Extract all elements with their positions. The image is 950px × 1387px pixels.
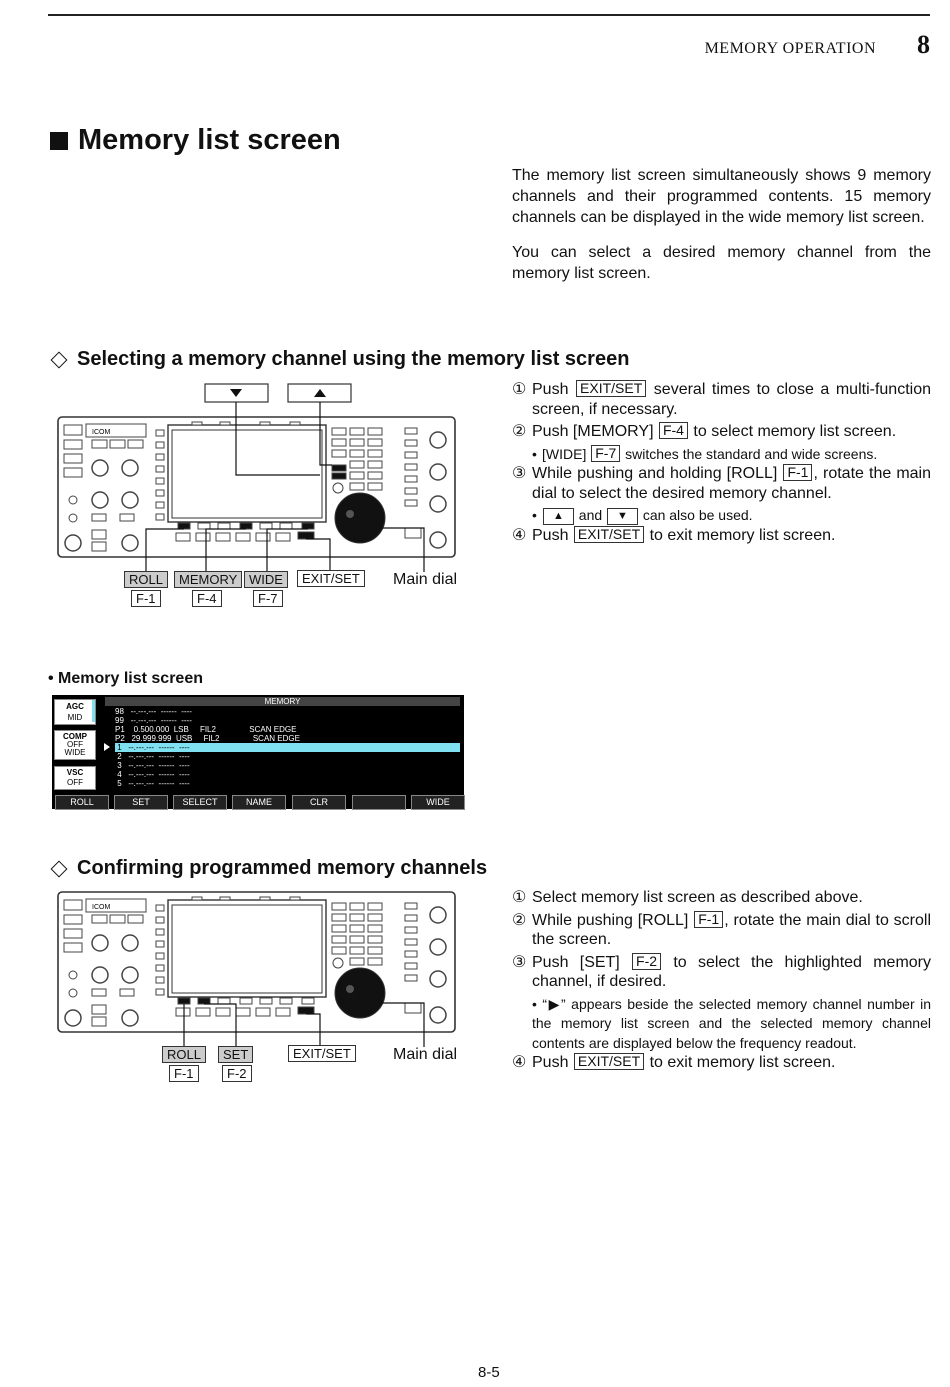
intro-paragraph: You can select a desired memory channel from the memory list screen.	[512, 244, 931, 282]
exit-set-key: EXIT/SET	[574, 1053, 644, 1070]
roll-softkey: ROLL	[55, 795, 109, 810]
memory-row: P2 29.999.999 USB FIL2 SCAN EDGE	[115, 734, 300, 743]
selected-channel-marker-icon	[104, 743, 110, 751]
memory-row: 4 --.---.--- ------ ----	[115, 770, 190, 779]
section1-steps	[512, 380, 931, 548]
memory-row: 5 --.---.--- ------ ----	[115, 779, 190, 788]
f7-key: F-7	[253, 590, 283, 607]
step: ① Push EXIT/SET several times to close a multi-function screen, if necessary.	[512, 380, 932, 418]
set-key: SET	[218, 1046, 253, 1063]
memory-list-title: MEMORY	[105, 697, 460, 706]
exit-set-key: EXIT/SET	[288, 1045, 356, 1062]
intro-paragraph: The memory list screen simultaneously shows 9 memory channels and their programmed contents. 15 memory channels can be displayed in the wide memory list screen.	[512, 167, 931, 226]
header-chapter: 8	[917, 30, 930, 59]
set-softkey: SET	[114, 795, 168, 810]
step: ② Push [MEMORY] F-4 to select memory list screen.	[512, 422, 897, 440]
clr-softkey: CLR	[292, 795, 346, 810]
exit-set-key: EXIT/SET	[576, 380, 646, 397]
step: ④ Push EXIT/SET to exit memory list screen.	[512, 1053, 836, 1071]
step-note: • “▶” appears beside the selected memory channel number in the memory list screen and the selected memory channel contents are displayed below the frequency readout.	[532, 995, 931, 1051]
diamond-icon	[51, 351, 68, 368]
f7-key: F-7	[591, 445, 620, 462]
f4-key: F-4	[192, 590, 222, 607]
radio-front-panel-icon	[50, 882, 470, 1062]
memory-row-selected: 1 --.---.--- ------ ----	[115, 743, 460, 752]
f2-key: F-2	[222, 1065, 252, 1082]
agc-indicator: AGC MID	[54, 699, 96, 725]
step-note: • ▲ and ▼ can also be used.	[532, 507, 753, 523]
header-rule	[48, 14, 930, 16]
step: ③ Push [SET] F-2 to select the highlighted memory channel, if desired.	[512, 952, 932, 990]
f1-key: F-1	[694, 911, 723, 928]
select-softkey: SELECT	[173, 795, 227, 810]
diamond-icon	[51, 860, 68, 877]
vsc-indicator: VSC OFF	[54, 766, 96, 790]
f1-key: F-1	[783, 464, 812, 481]
section2-steps	[512, 888, 931, 1076]
comp-indicator: COMP OFF WIDE	[54, 730, 96, 760]
f4-key: F-4	[659, 422, 688, 439]
exit-set-key: EXIT/SET	[574, 526, 644, 543]
section2-heading: Confirming programmed memory channels	[50, 857, 487, 880]
main-dial-label: Main dial	[393, 571, 458, 588]
step: ③ While pushing and holding [ROLL] F-1 , rotate the main dial to select the desired memory channel.	[512, 464, 931, 502]
intro	[512, 165, 931, 298]
main-dial-label: Main dial	[393, 1046, 458, 1063]
memory-row: P1 0.500.000 LSB FIL2 SCAN EDGE	[115, 725, 297, 734]
step: ② While pushing [ROLL] F-1 , rotate the main dial to scroll the screen.	[512, 910, 931, 948]
memory-row: 98 --.---.--- ------ ----	[115, 707, 192, 716]
down-arrow-key: ▼	[607, 508, 638, 525]
roll-key: ROLL	[162, 1046, 206, 1063]
memory-row: 99 --.---.--- ------ ----	[115, 716, 192, 725]
up-arrow-key: ▲	[543, 508, 574, 525]
selection-bar	[92, 700, 95, 722]
page-title: Memory list screen	[50, 124, 341, 157]
f1-key: F-1	[131, 590, 161, 607]
memory-key: MEMORY	[174, 571, 242, 588]
f1-key: F-1	[169, 1065, 199, 1082]
header-section: MEMORY OPERATION	[704, 40, 876, 57]
memory-row: 3 --.---.--- ------ ----	[115, 761, 190, 770]
roll-key: ROLL	[124, 571, 168, 588]
svg-text:ICOM: ICOM	[92, 904, 111, 911]
exit-set-key: EXIT/SET	[297, 570, 365, 587]
wide-key: WIDE	[244, 571, 288, 588]
page-number: 8-5	[478, 1364, 500, 1381]
step-note: • [WIDE] F-7 switches the standard and wide screens.	[532, 444, 878, 462]
f2-key: F-2	[632, 953, 661, 970]
step: ① Select memory list screen as described above.	[512, 889, 863, 906]
step: ④ Push EXIT/SET to exit memory list screen.	[512, 525, 836, 544]
name-softkey: NAME	[232, 795, 286, 810]
section1-heading: Selecting a memory channel using the memory list screen	[50, 348, 629, 371]
svg-text:ICOM: ICOM	[92, 429, 111, 436]
wide-softkey: WIDE	[411, 795, 465, 810]
memory-row: 2 --.---.--- ------ ----	[115, 752, 190, 761]
memory-list-caption: • Memory list screen	[48, 670, 203, 687]
blank-softkey	[352, 795, 406, 810]
square-bullet-icon	[50, 132, 68, 150]
